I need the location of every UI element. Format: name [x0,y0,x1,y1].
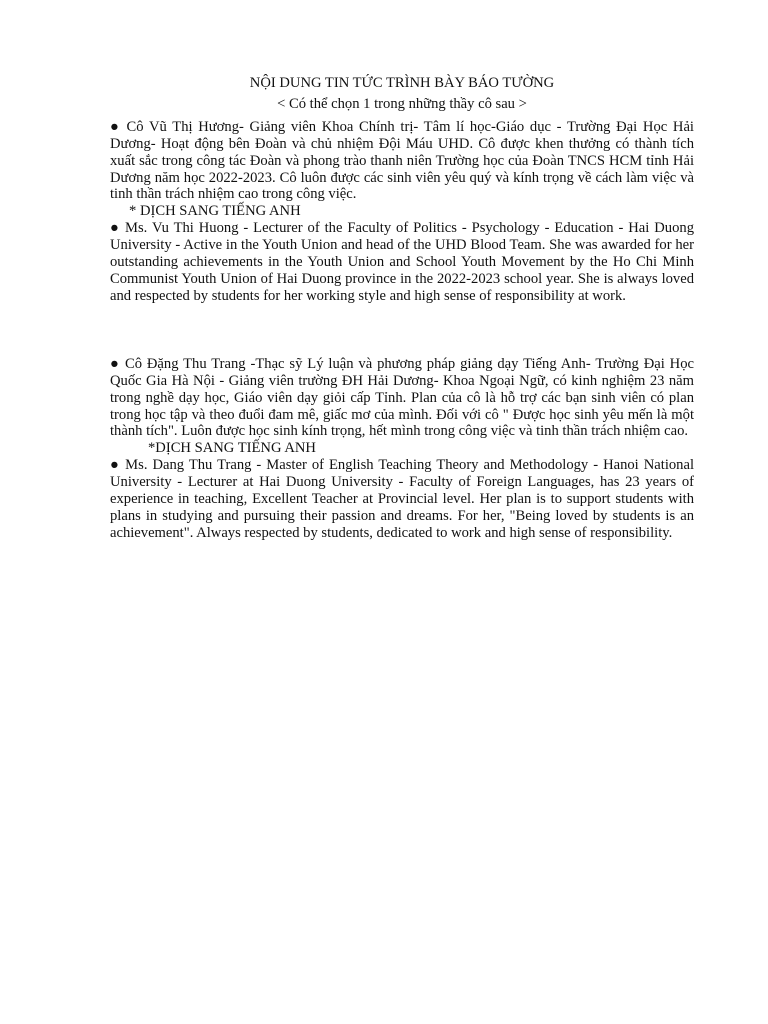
translation-heading: * DỊCH SANG TIẾNG ANH [129,203,301,220]
document-subtitle: < Có thể chọn 1 trong những thầy cô sau > [277,95,527,112]
entry-english-text: ● Ms. Dang Thu Trang - Master of English Teaching Theory and Methodology - Hanoi National University - Lecturer at Hai Duong University - Faculty of Foreign Languages, has 23 years of experience in teaching, Excellent Teacher at Provincial level. Her plan is to support students with plans in studying and pursuing their passion and dreams. For her, "Being loved by students is an achievement". Always respected by students, dedicated to work and high sense of responsibility. [110,457,694,541]
document-page [110,75,694,542]
entry-dang-thu-trang [110,356,694,542]
entry-english-text: ● Ms. Vu Thi Huong - Lecturer of the Faculty of Politics - Psychology - Education - Hai Duong University - Active in the Youth Union and head of the UHD Blood Team. She was awarded for her outstanding achievements in the Youth Union and School Youth Movement by the Ho Chi Minh Communist Youth Union of Hai Duong province in the 2022-2023 school year. She is always loved and respected by students for her working style and high sense of responsibility at work. [110,220,694,304]
document-title: NỘI DUNG TIN TỨC TRÌNH BÀY BÁO TƯỜNG [249,75,555,91]
spacer [110,305,694,356]
entry-vietnamese-text: ● Cô Vũ Thị Hương- Giảng viên Khoa Chính trị- Tâm lí học-Giáo dục - Trường Đại Học Hải Dương- Hoạt động bên Đoàn và chủ nhiệm Đội Máu UHD. Cô được khen thưởng có thành tích xuất sắc trong công tác Đoàn và phong trào thanh niên Trường học của Đoàn TNCS HCM tỉnh Hải Dương năm học 2022-2023. Cô luôn được các sinh viên yêu quý và kính trọng về cách làm việc và tinh thần trách nhiệm cao trong công việc. [110,118,694,203]
entry-vu-thi-huong [110,119,694,305]
entry-vietnamese-text: ● Cô Đặng Thu Trang -Thạc sỹ Lý luận và phương pháp giảng dạy Tiếng Anh- Trường Đại Học Quốc Gia Hà Nội - Giảng viên trường ĐH Hải Dương- Khoa Ngoại Ngữ, có kinh nghiệm 23 năm trong nghề dạy học, Giáo viên dạy giỏi cấp Tỉnh. Plan của cô là hỗ trợ các bạn sinh viên có plan trong học tập và theo đuổi đam mê, giấc mơ của mình. Đối với cô " Được học sinh yêu mến là một thành tích". Luôn được học sinh kính trọng, hết mình trong công việc và tinh thần trách nhiệm cao. [110,355,694,440]
translation-heading: *DỊCH SANG TIẾNG ANH [148,440,316,457]
